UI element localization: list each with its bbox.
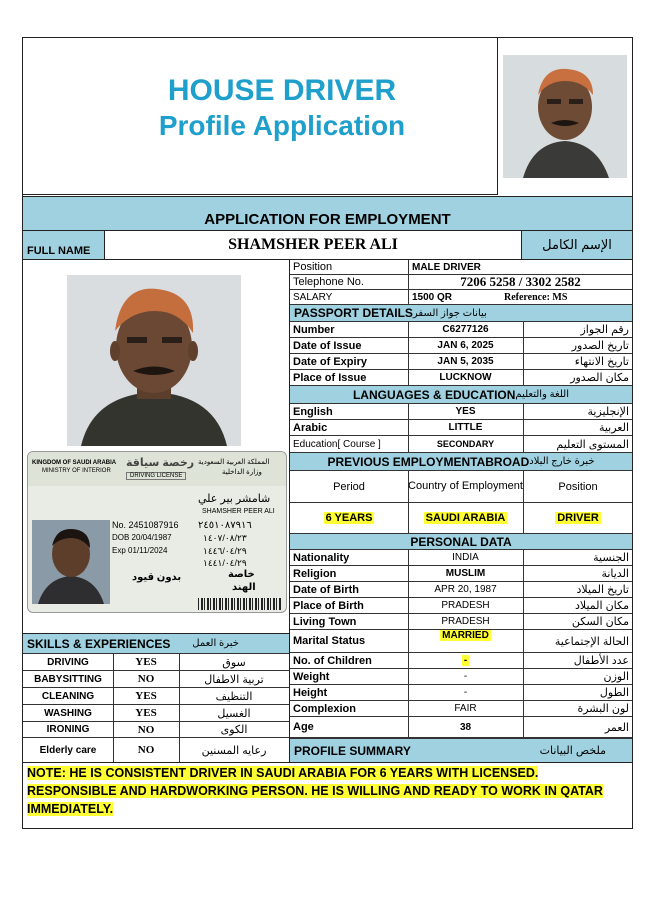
- passport-row-number: [290, 322, 632, 338]
- skill-row: [23, 654, 289, 671]
- skill-value: NO: [137, 723, 155, 736]
- personal-row: [290, 701, 632, 717]
- personal-label: Living Town: [293, 615, 357, 628]
- passport-expiry-value: JAN 5, 2035: [437, 356, 494, 367]
- personal-label: Marital Status: [293, 635, 366, 647]
- passport-header: [290, 305, 632, 322]
- personal-row: [290, 669, 632, 685]
- passport-row-place: [290, 370, 632, 386]
- profile-summary-title-ar: ملخص البيانات: [539, 745, 606, 757]
- passport-expiry-label-ar: تاريخ الانتهاء: [574, 356, 629, 368]
- license-number-ar: ٢٤٥١٠٨٧٩١٦: [198, 520, 252, 531]
- personal-value: APR 20, 1987: [434, 584, 497, 595]
- skill-name: IRONING: [46, 724, 90, 735]
- passport-expiry-label: Date of Expiry: [293, 355, 367, 368]
- personal-row: [290, 614, 632, 630]
- license-card-type: DRIVING LICENSE: [126, 472, 186, 480]
- passport-issue-value: JAN 6, 2025: [437, 340, 494, 351]
- license-nationality-ar: الهند: [232, 582, 256, 593]
- salary-value: 1500 QR: [412, 291, 453, 303]
- personal-label: Religion: [293, 567, 337, 580]
- telephone-value: 7206 5258 / 3302 2582: [460, 275, 581, 289]
- employment-columns-row: [290, 471, 632, 503]
- personal-label-ar: مكان الميلاد: [574, 600, 629, 612]
- passport-number-value: C6277126: [442, 324, 489, 335]
- passport-row-issue: [290, 338, 632, 354]
- arabic-value: LITTLE: [448, 422, 483, 433]
- personal-value-cell: [408, 685, 523, 700]
- license-dob-ar: ١٤٠٧/٠٨/٢٣: [203, 533, 247, 543]
- license-barcode: [198, 598, 282, 610]
- telephone-label: Telephone No.: [293, 276, 364, 288]
- languages-header: [290, 386, 632, 404]
- personal-value: INDIA: [452, 552, 479, 563]
- passport-issue-label: Date of Issue: [293, 339, 362, 352]
- license-dob: DOB 20/04/1987: [112, 533, 172, 542]
- english-value: YES: [455, 406, 476, 417]
- license-country-en-2: MINISTRY OF INTERIOR: [42, 468, 111, 474]
- personal-label-ar: الديانة: [601, 568, 629, 580]
- personal-label: Complexion: [293, 702, 356, 715]
- skills-table: [23, 633, 289, 762]
- skill-row: [23, 688, 289, 705]
- skill-value: YES: [135, 707, 157, 719]
- employment-country: SAUDI ARABIA: [425, 512, 506, 524]
- personal-row: [290, 598, 632, 614]
- arabic-label-ar: العربية: [598, 422, 629, 434]
- personal-header: [290, 534, 632, 550]
- personal-value: PRADESH: [441, 616, 490, 627]
- skills-header: [23, 634, 289, 654]
- employment-col-position: Position: [558, 480, 598, 493]
- personal-label: Date of Birth: [293, 583, 359, 596]
- license-card-type-ar: رخصة سياقة: [126, 457, 195, 469]
- top-photo: [503, 55, 627, 178]
- personal-value: MARRIED: [442, 630, 489, 641]
- personal-label: Nationality: [293, 551, 350, 564]
- skill-name: Elderly care: [39, 744, 97, 756]
- personal-value-cell: [408, 701, 523, 716]
- skill-name: DRIVING: [47, 656, 89, 668]
- personal-label: Place of Birth: [293, 599, 364, 612]
- personal-row: [290, 550, 632, 566]
- personal-value: FAIR: [454, 703, 477, 714]
- personal-row: [290, 685, 632, 701]
- position-label: Position: [293, 261, 333, 273]
- employment-values-row: [290, 503, 632, 534]
- personal-label-ar: الجنسية: [593, 552, 629, 564]
- personal-value: 38: [459, 721, 472, 733]
- license-country-ar-2: وزارة الداخلية: [222, 469, 262, 476]
- license-expiry: Exp 01/11/2024: [112, 546, 168, 555]
- skill-value: YES: [135, 690, 157, 702]
- passport-number-label-ar: رقم الجواز: [580, 324, 629, 336]
- personal-value-cell: [408, 717, 523, 737]
- personal-value-cell: [408, 669, 523, 684]
- skill-row: [23, 671, 289, 688]
- personal-label-ar: مكان السكن: [571, 616, 629, 628]
- employment-col-country: Country of Employment: [408, 480, 523, 492]
- personal-row: [290, 717, 632, 738]
- full-name-label-cell: [23, 231, 105, 259]
- license-number: No. 2451087916: [112, 520, 179, 530]
- personal-label-ar: تاريخ الميلاد: [576, 584, 629, 596]
- skill-row: [23, 705, 289, 722]
- language-row-arabic: [290, 420, 632, 436]
- skill-name-ar: سوق: [222, 656, 246, 669]
- personal-value-cell: [408, 582, 523, 597]
- education-label-ar: المستوى التعليم: [556, 438, 629, 451]
- license-expiry-ar: ١٤٤٦/٠٤/٢٩: [203, 546, 247, 556]
- skill-row: [23, 722, 289, 738]
- skill-name: WASHING: [44, 707, 92, 719]
- personal-value: MUSLIM: [445, 568, 486, 579]
- passport-place-label-ar: مكان الصدور: [570, 372, 629, 384]
- passport-title: PASSPORT DETAILS: [294, 306, 413, 320]
- personal-value-cell: [408, 614, 523, 629]
- summary-note: NOTE: HE IS CONSISTENT DRIVER IN SAUDI ARABIA FOR 6 YEARS WITH LICENSED. RESPONSIBLE AND HARDWORKING PERSON. HE IS WILLING AND READY TO WORK IN QATAR IMMEDIATELY.: [27, 766, 603, 816]
- skill-name-ar: الكوى: [220, 724, 248, 736]
- skill-name-ar: الغسيل: [217, 707, 251, 720]
- language-row-education: [290, 436, 632, 453]
- language-row-english: [290, 404, 632, 420]
- personal-row: [290, 653, 632, 669]
- personal-value-cell: [408, 630, 523, 652]
- license-issue-ar: ١٤٤١/٠٤/٢٩: [203, 558, 247, 568]
- english-label: English: [293, 405, 333, 418]
- passport-title-ar: بيانات جواز السفر: [412, 307, 487, 319]
- personal-label-ar: عدد الأطفال: [573, 655, 629, 667]
- profile-summary-title: PROFILE SUMMARY: [294, 743, 411, 758]
- right-column: [289, 260, 632, 762]
- license-blood-ar: بدون قيود: [132, 572, 182, 583]
- position-value: MALE DRIVER: [412, 261, 481, 273]
- application-title: APPLICATION FOR EMPLOYMENT: [204, 211, 451, 228]
- skill-value: NO: [137, 673, 155, 685]
- employment-header: [290, 453, 632, 471]
- personal-label: Weight: [293, 670, 330, 683]
- full-name-value: SHAMSHER PEER ALI: [228, 236, 398, 253]
- reference-value: Reference: MS: [504, 291, 568, 303]
- license-country-en-1: KINGDOM OF SAUDI ARABIA: [32, 460, 117, 466]
- personal-row: [290, 566, 632, 582]
- passport-row-expiry: [290, 354, 632, 370]
- personal-value: PRADESH: [441, 600, 490, 611]
- skill-name-ar: التنظيف: [215, 690, 253, 703]
- large-photo: [67, 275, 241, 446]
- title-line-1: HOUSE DRIVER: [167, 74, 397, 107]
- skill-name: BABYSITTING: [34, 673, 102, 685]
- personal-label-ar: لون البشرة: [577, 703, 629, 715]
- full-name-row: [23, 231, 632, 260]
- passport-issue-label-ar: تاريخ الصدور: [571, 340, 629, 352]
- passport-place-value: LUCKNOW: [439, 372, 492, 383]
- personal-row: [290, 582, 632, 598]
- languages-title-ar: اللغة والتعليم: [515, 389, 570, 400]
- personal-label: Height: [293, 686, 328, 699]
- employment-position: DRIVER: [557, 512, 599, 524]
- skill-name-ar: رعايه المسنين: [201, 744, 267, 757]
- salary-label: SALARY: [293, 291, 333, 303]
- title-box: [22, 37, 498, 195]
- telephone-row: [290, 275, 632, 290]
- employment-title-ar: خبرة خارج البلاد: [529, 456, 595, 467]
- employment-period: 6 YEARS: [325, 512, 373, 524]
- personal-value-cell: [408, 550, 523, 565]
- personal-label-ar: الوزن: [603, 671, 629, 683]
- personal-row: [290, 630, 632, 653]
- personal-value-cell: [408, 566, 523, 581]
- full-name-label-ar: الإسم الكامل: [521, 231, 632, 259]
- personal-value: -: [463, 671, 468, 682]
- license-country-ar-1: المملكة العربية السعودية: [198, 459, 270, 466]
- license-holder: SHAMSHER PEER ALI: [202, 508, 275, 515]
- personal-label: No. of Children: [293, 654, 372, 667]
- position-row: [290, 260, 632, 275]
- summary-note-box: [23, 762, 632, 828]
- application-band: [23, 196, 632, 231]
- education-value: SECONDARY: [436, 439, 495, 449]
- title-line-2: Profile Application: [158, 110, 406, 141]
- skill-row: [23, 738, 289, 762]
- skills-title-ar: خبرة العمل: [192, 638, 239, 649]
- employment-period-cell: [290, 503, 408, 533]
- personal-value-cell: [408, 598, 523, 613]
- personal-label-ar: الطول: [599, 687, 629, 699]
- license-holder-ar: شامشر بير علي: [198, 493, 271, 505]
- employment-col-period: Period: [333, 480, 365, 493]
- personal-label: Age: [293, 721, 314, 733]
- personal-title: PERSONAL DATA: [410, 534, 512, 549]
- personal-value: -: [463, 687, 468, 698]
- skill-name: CLEANING: [41, 690, 95, 702]
- employment-title: PREVIOUS EMPLOYMENTABROAD: [327, 454, 530, 469]
- personal-value-cell: [408, 653, 523, 668]
- passport-number-label: Number: [293, 323, 335, 336]
- driving-license-card: [27, 451, 287, 613]
- employment-country-cell: [408, 503, 523, 533]
- skill-name-ar: تربية الاطفال: [204, 673, 264, 686]
- languages-title: LANGUAGES & EDUCATION: [352, 387, 516, 402]
- arabic-label: Arabic: [293, 421, 328, 434]
- personal-label-ar: الحالة الإجتماعية: [554, 635, 629, 648]
- skill-value: YES: [135, 656, 157, 668]
- education-label: Education[ Course ]: [293, 438, 381, 450]
- passport-place-label: Place of Issue: [293, 371, 367, 384]
- full-name-label: FULL NAME: [27, 245, 91, 257]
- personal-value: -: [463, 655, 468, 666]
- license-class-ar: خاصة: [228, 569, 255, 580]
- personal-label-ar: العمر: [604, 721, 629, 734]
- profile-summary-header: [290, 738, 632, 762]
- employment-position-cell: [523, 503, 633, 533]
- english-label-ar: الإنجليزية: [587, 406, 629, 418]
- skills-title: SKILLS & EXPERIENCES: [27, 636, 171, 651]
- license-photo: [32, 520, 110, 604]
- skill-value: NO: [137, 744, 155, 756]
- salary-row: [290, 290, 632, 305]
